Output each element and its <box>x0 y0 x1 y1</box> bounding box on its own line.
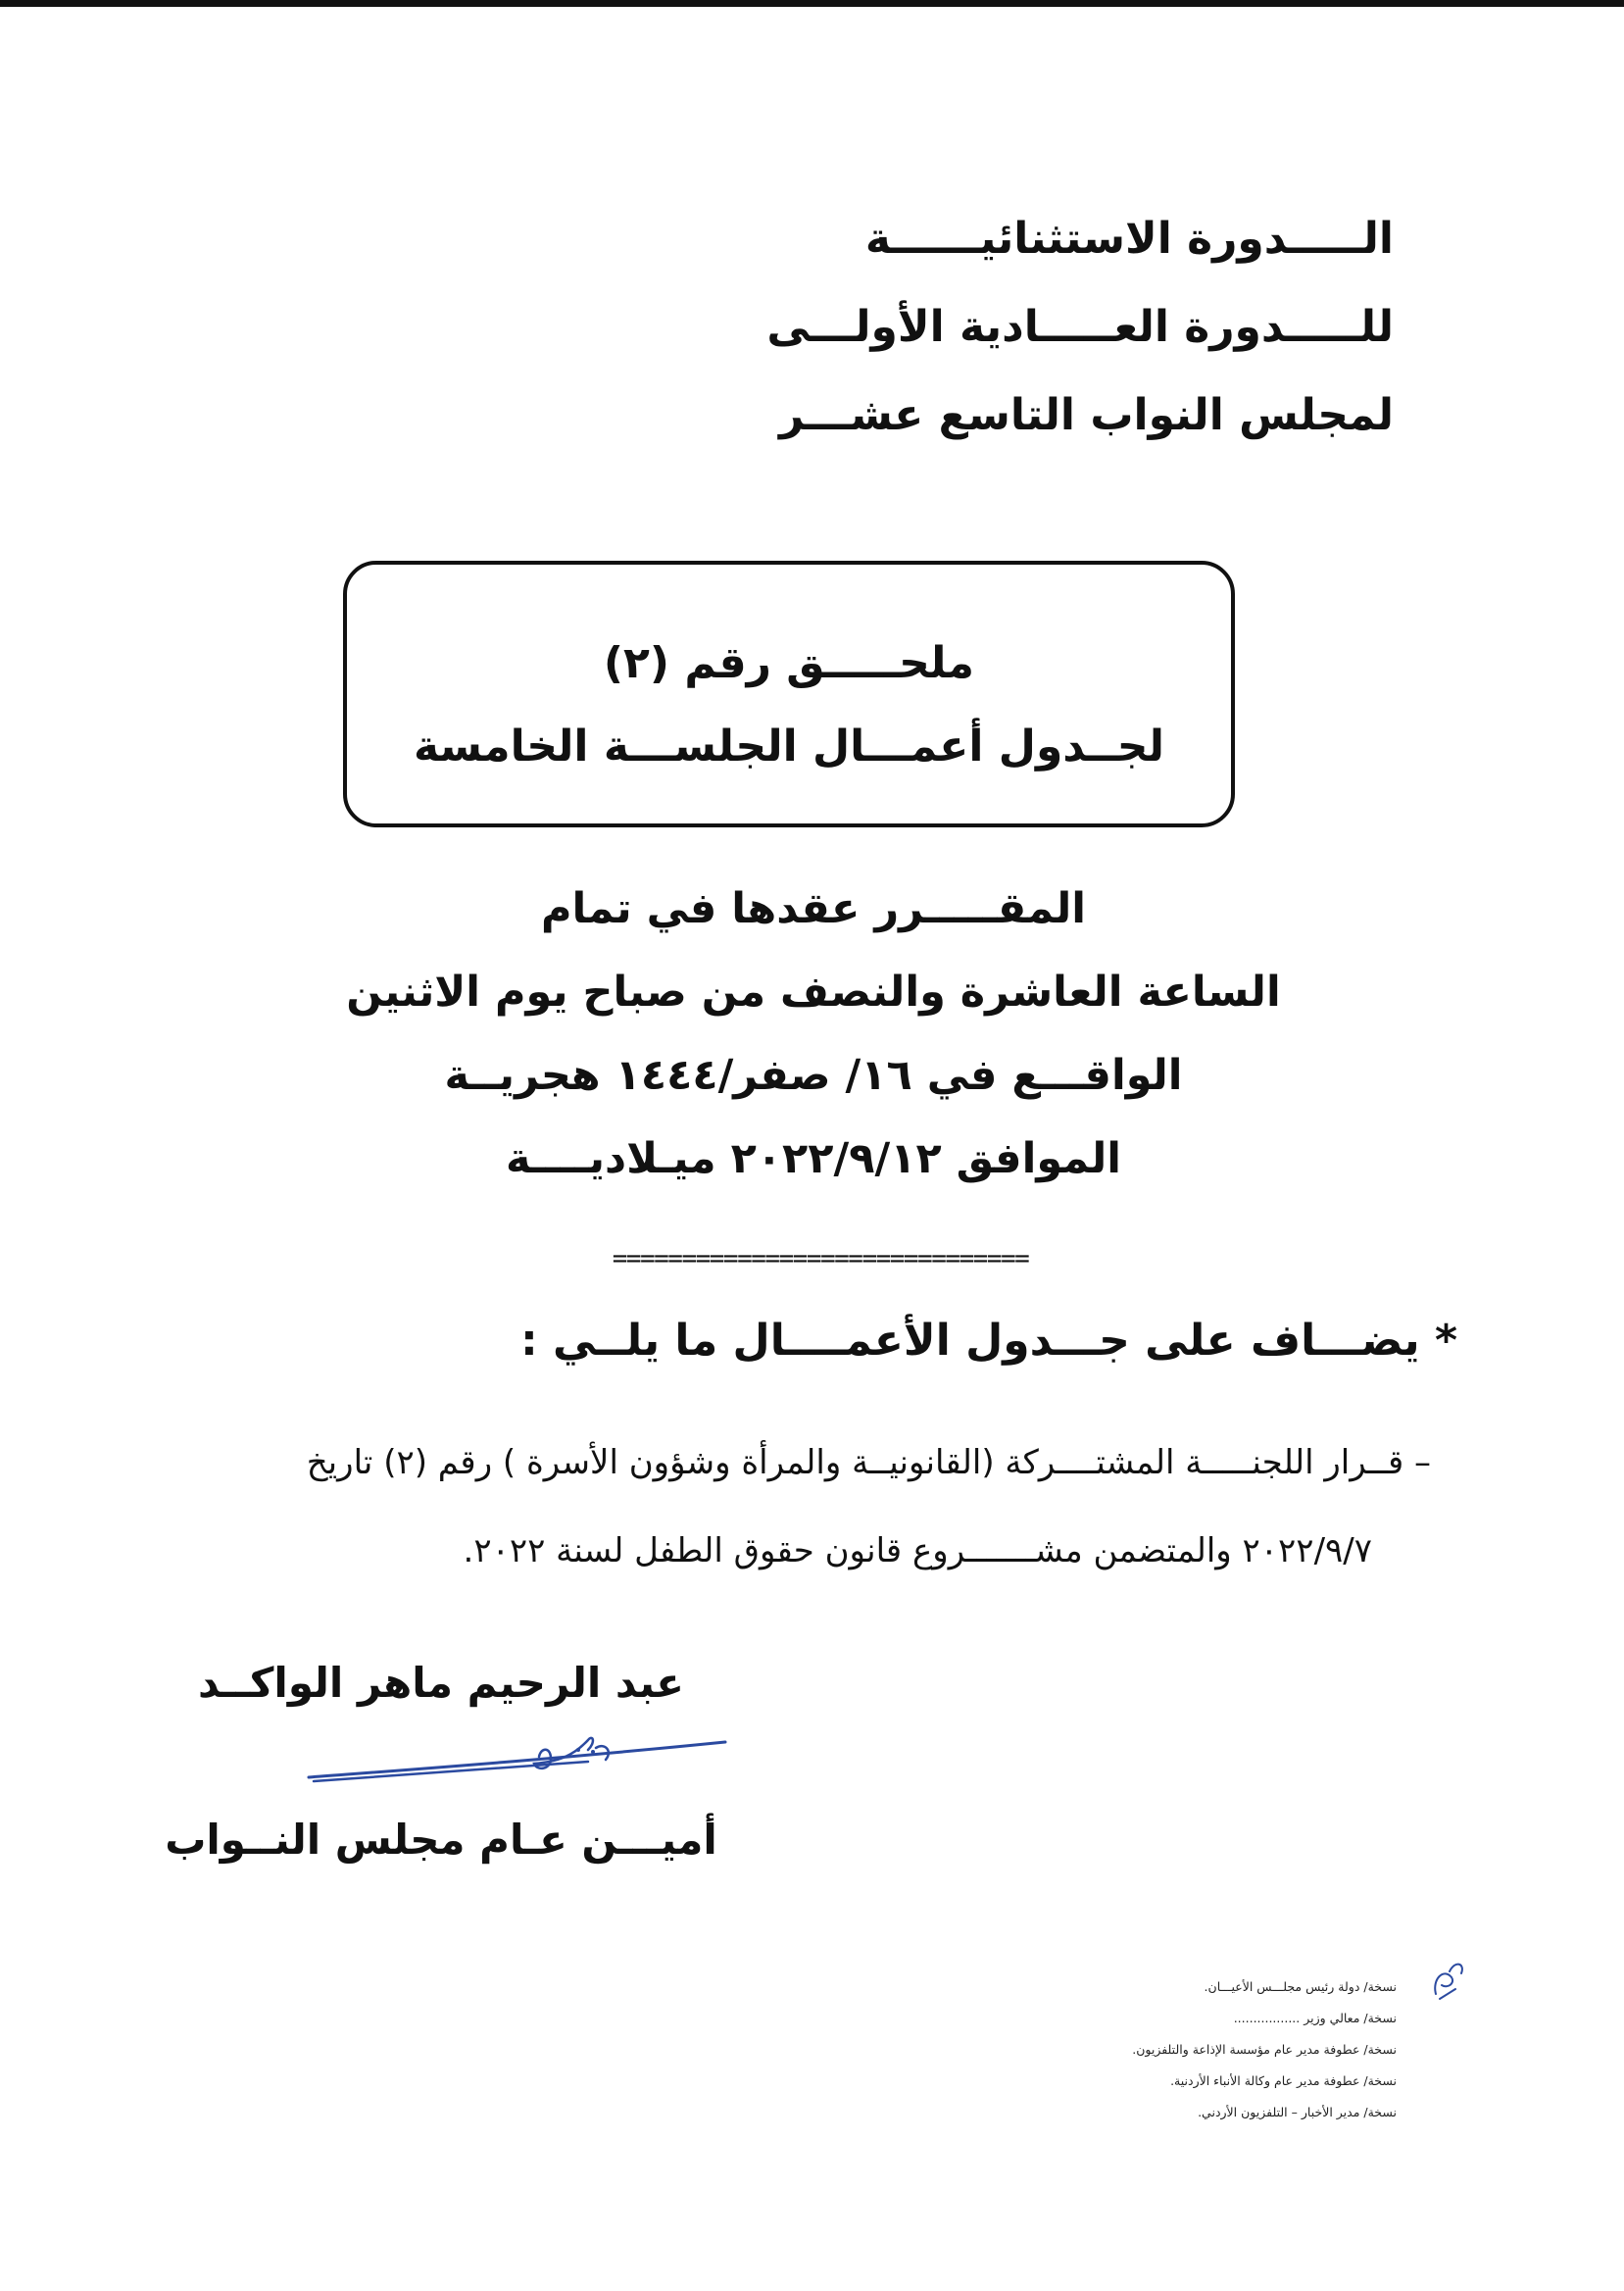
separator-line: ============================== <box>612 1244 1029 1273</box>
copy-recipient: نسخة/ مدير الأخبار – التلفزيون الأردني. <box>1198 2105 1397 2119</box>
session-gregorian-date: الموافق ٢٠٢٢/٩/١٢ ميـلاديــــة <box>505 1134 1121 1183</box>
header-line-2: للـــــدورة العـــــادية الأولـــى <box>766 302 1394 352</box>
initials-mark <box>1426 1950 1471 2009</box>
copy-recipient: نسخة/ معالي وزير ................. <box>1233 2011 1397 2025</box>
header-line-3: لمجلس النواب التاسع عشـــر <box>778 390 1394 440</box>
agenda-item-line-1: – قــرار اللجنـــــة المشتــــركة (القانونيــة والمرأة وشؤون الأسرة ) رقم (٢) تاريخ <box>306 1443 1431 1482</box>
annex-number: ملحـــــق رقم (٢) <box>603 638 975 688</box>
signatory-name: عبد الرحيم ماهر الواكــد <box>198 1659 684 1707</box>
copy-recipient: نسخة/ عطوفة مدير عام وكالة الأنباء الأردنية. <box>1170 2073 1397 2088</box>
header-line-1: الـــــدورة الاستثنائيــــــة <box>864 214 1394 264</box>
annex-title: لجــدول أعمـــال الجلســـة الخامسة <box>413 722 1165 772</box>
agenda-heading: * يضـــاف على جـــدول الأعمــــال ما يلــي : <box>520 1316 1457 1366</box>
copy-recipient: نسخة/ دولة رئيس مجلـــس الأعيـــان. <box>1204 1979 1397 1994</box>
agenda-item-line-2: ٢٠٢٢/٩/٧ والمتضمن مشـــــــروع قانون حقوق الطفل لسنة ٢٠٢٢. <box>463 1531 1372 1570</box>
session-line-1: المقـــــرر عقدها في تمام <box>541 884 1086 933</box>
signatory-title: أميـــن عـام مجلس النــواب <box>165 1816 717 1864</box>
copies-list <box>985 1971 1397 2128</box>
session-line-2: الساعة العاشرة والنصف من صباح يوم الاثنين <box>346 968 1281 1017</box>
annex-box <box>343 561 1235 827</box>
copy-recipient: نسخة/ عطوفة مدير عام مؤسسة الإذاعة والتلفزيون. <box>1132 2042 1397 2057</box>
handwritten-signature <box>294 1713 745 1801</box>
session-hijri-date: الواقـــع في ١٦/ صفر/١٤٤٤ هجريــة <box>444 1051 1183 1100</box>
